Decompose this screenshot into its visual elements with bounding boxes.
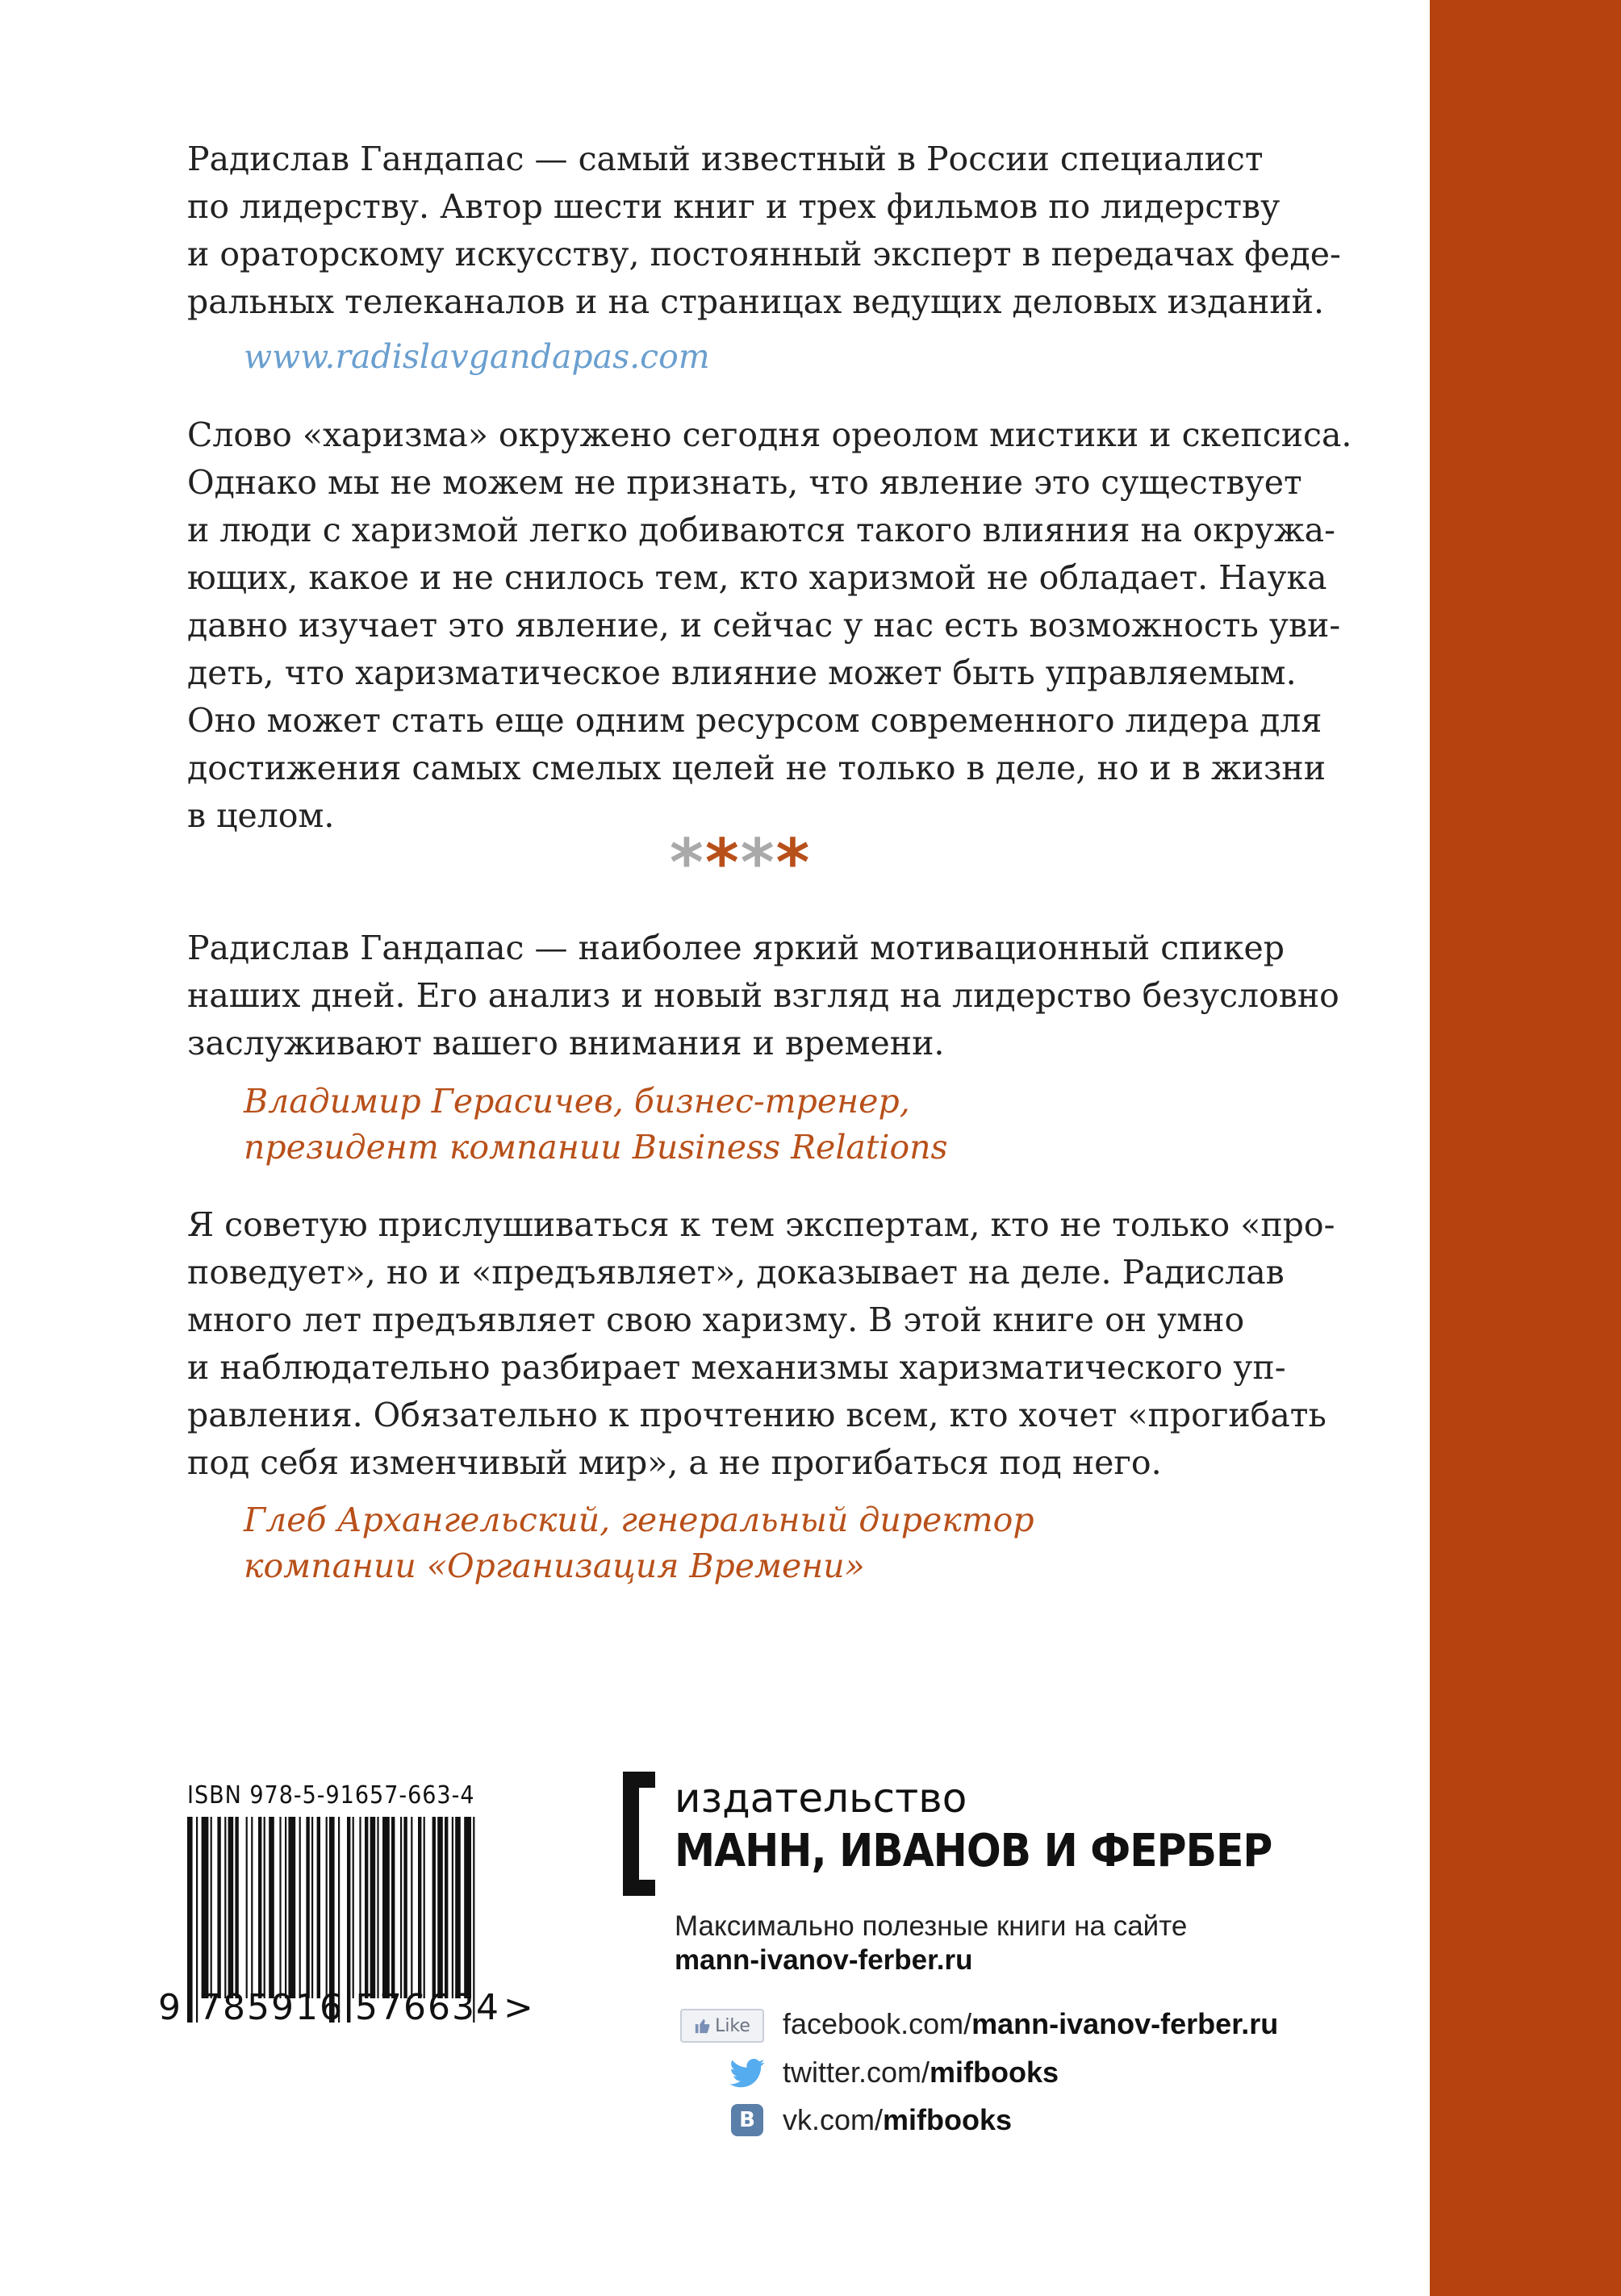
barcode-bar (424, 1817, 425, 1998)
about-author-line: и ораторскому искусству, постоянный эксперт в передачах феде- (187, 235, 1341, 273)
about-author-line: по лидерству. Автор шести книг и трех фильмов по лидерству (187, 187, 1281, 226)
review-line: под себя изменчивый мир», а не прогибаться под него. (187, 1443, 1162, 1482)
description-line: ющих, какое и не снилось тем, кто харизмой не обладает. Наука (187, 558, 1327, 597)
facebook-prefix: facebook.com/ (783, 2007, 972, 2040)
barcode-bar (235, 1817, 238, 1998)
barcode-bar (246, 1817, 248, 1998)
vk-link[interactable] (783, 2103, 1012, 2137)
barcode-bar (211, 1817, 212, 1998)
twitter-link[interactable] (783, 2056, 1059, 2089)
about-author-line: ральных телеканалов и на страницах ведущих деловых изданий. (187, 282, 1325, 321)
barcode-bar (251, 1817, 253, 1998)
description-line: и люди с харизмой легко добиваются такого влияния на окружа- (187, 511, 1335, 549)
barcode-quiet-zone-mark: > (503, 1987, 533, 2028)
star-separator (670, 825, 812, 900)
review-line: наших дней. Его анализ и новый взгляд на лидерство безусловно (187, 976, 1339, 1015)
author-website-link[interactable]: www.radislavgandapas.com (244, 337, 710, 376)
description-line: Однако мы не можем не признать, что явление это существует (187, 463, 1302, 502)
about-author-line: Радислав Гандапас — самый известный в России специалист (187, 140, 1264, 178)
barcode-digit-group: 576634 (355, 1987, 500, 2028)
isbn-label: ISBN 978-5-91657-663-4 (187, 1781, 475, 1810)
barcode-bar (311, 1817, 313, 1998)
publisher-name: МАНН, ИВАНОВ И ФЕРБЕР (675, 1825, 1272, 1877)
facebook-link[interactable] (783, 2007, 1278, 2041)
star-orange: * (704, 825, 741, 900)
barcode-bar (445, 1817, 448, 1998)
barcode-bar (403, 1817, 407, 1998)
star-gray: * (670, 825, 705, 900)
barcode-bar (391, 1817, 395, 1998)
vk-handle: mifbooks (883, 2103, 1013, 2136)
barcode-bar (432, 1817, 436, 1998)
description-line: Слово «харизма» окружено сегодня ореолом мистики и скепсиса. (187, 415, 1352, 454)
description-line: Оно может стать еще одним ресурсом современного лидера для (187, 701, 1322, 740)
barcode-bar (224, 1817, 226, 1998)
description-line: деть, что харизматическое влияние может быть управляемым. (187, 653, 1297, 692)
barcode-digits (158, 1987, 533, 2028)
barcode-bar (353, 1817, 354, 1998)
barcode-bar (359, 1817, 361, 1998)
description-line: достижения самых смелых целей не только в деле, но и в жизни (187, 749, 1326, 787)
like-label: Like (715, 2015, 750, 2036)
barcode-bar (217, 1817, 220, 1998)
star-orange: * (775, 825, 812, 900)
review-line: равления. Обязательно к прочтению всем, кто хочет «прогибать (187, 1396, 1326, 1434)
review-line: и наблюдательно разбирает механизмы харизматического уп- (187, 1348, 1286, 1387)
publisher-prefix: издательство (675, 1775, 967, 1822)
barcode-bar (437, 1817, 443, 1998)
barcode-bar (306, 1817, 309, 1998)
review-line: поведует», но и «предъявляет», доказывает на деле. Радислав (187, 1253, 1285, 1292)
twitter-prefix: twitter.com/ (783, 2056, 930, 2089)
review-line: Я советую прислушиваться к тем экспертам, кто не только «про- (187, 1205, 1335, 1244)
vk-icon: В (731, 2104, 763, 2136)
barcode-bar (317, 1817, 320, 1998)
barcode-bar (452, 1817, 453, 1998)
barcode-bar (326, 1817, 328, 1998)
description-line: давно изучает это явление, и сейчас у нас есть возможность уви- (187, 606, 1341, 645)
barcode-digit-group: 785916 (198, 1987, 344, 2028)
description-line: в целом. (187, 796, 335, 835)
barcode-bar (464, 1817, 471, 1998)
barcode-bar (285, 1817, 286, 1998)
barcode-bar (258, 1817, 261, 1998)
barcode-digit-group: 9 (158, 1987, 181, 2028)
thumbs-up-icon (694, 2017, 712, 2035)
barcode-bar (279, 1817, 281, 1998)
barcode-bar (228, 1817, 234, 1998)
barcode-bar (299, 1817, 301, 1998)
review-attribution: президент компании Business Relations (244, 1128, 948, 1167)
review-line: много лет предъявляет свою харизму. В этой книге он умно (187, 1300, 1245, 1339)
barcode-bar (202, 1817, 209, 1998)
barcode-bar (288, 1817, 295, 1998)
review-attribution: компании «Организация Времени» (244, 1547, 865, 1585)
barcode-bar (264, 1817, 265, 1998)
barcode-bar (365, 1817, 368, 1998)
barcode-bar (455, 1817, 461, 1998)
review-attribution: Глеб Архангельский, генеральный директор (244, 1501, 1034, 1539)
star-gray: * (740, 825, 776, 900)
barcode-bar (269, 1817, 274, 1998)
barcode-bar (400, 1817, 402, 1998)
facebook-like-button[interactable] (680, 2009, 764, 2043)
barcode-bar (382, 1817, 390, 1998)
barcode-bar (411, 1817, 412, 1998)
twitter-handle: mifbooks (930, 2056, 1059, 2089)
barcode-bar (370, 1817, 376, 1998)
facebook-handle: mann-ivanov-ferber.ru (971, 2007, 1279, 2040)
publisher-bracket-icon (623, 1772, 639, 1896)
barcode-bar (377, 1817, 378, 1998)
vk-prefix: vk.com/ (783, 2103, 884, 2136)
publisher-tagline: Максимально полезные книги на сайте (675, 1910, 1188, 1942)
review-line: Радислав Гандапас — наиболее яркий мотивационный спикер (187, 929, 1285, 967)
barcode-bar (418, 1817, 421, 1998)
review-attribution: Владимир Герасичев, бизнес-тренер, (244, 1082, 910, 1121)
twitter-bird-icon (729, 2059, 765, 2088)
publisher-site-link[interactable]: mann-ivanov-ferber.ru (675, 1944, 973, 1976)
review-line: заслуживают вашего внимания и времени. (187, 1024, 945, 1062)
orange-spine-strip (1430, 0, 1621, 2296)
